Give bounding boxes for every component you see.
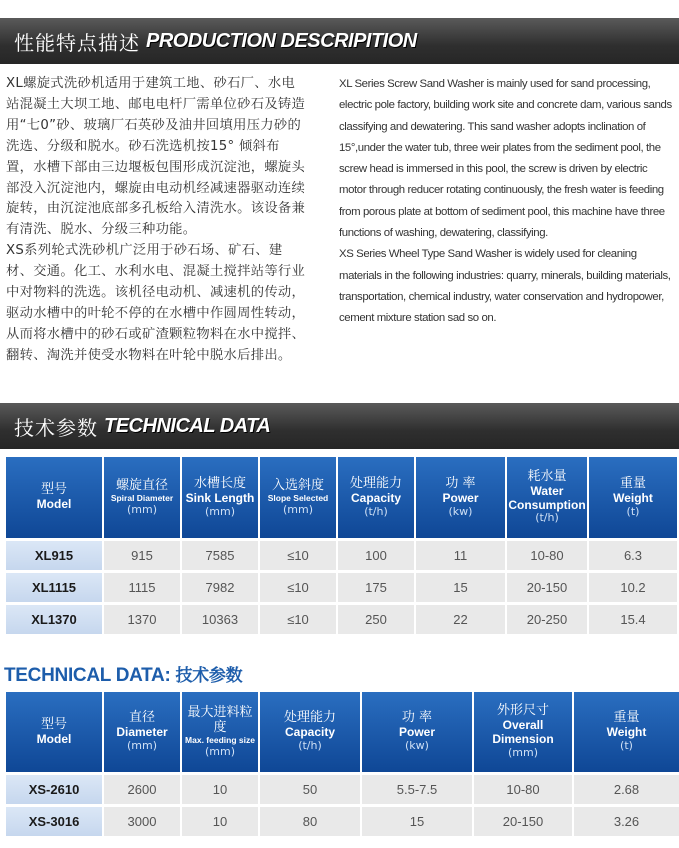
column-header-cn: 型号 — [40, 482, 67, 498]
column-header — [182, 692, 258, 772]
column-header-en: Capacity — [350, 490, 402, 505]
column-header-en: Spiral Diameter — [110, 492, 174, 503]
table-cell: 10-80 — [507, 541, 587, 570]
column-header-en: Water Consumption — [508, 483, 586, 512]
column-header-unit: (mm) — [126, 502, 157, 516]
column-header-en: Overall Dimension — [492, 718, 554, 747]
table-cell: 3000 — [104, 807, 180, 836]
table-cell: 7982 — [182, 573, 258, 602]
column-header — [574, 692, 679, 772]
column-header-en: Weight — [606, 725, 647, 740]
column-header-unit: (mm) — [204, 744, 235, 758]
column-header-unit: (kw) — [405, 739, 429, 753]
model-cell: XS-2610 — [6, 775, 102, 804]
column-header-en: Max. feeding size — [185, 734, 255, 745]
column-header-en: Sink Length — [185, 490, 255, 505]
column-header-en: Model — [36, 497, 72, 512]
table-cell: 1115 — [104, 573, 180, 602]
column-header-cn: 重量 — [613, 710, 640, 726]
column-header — [6, 457, 102, 538]
table-cell: 15 — [362, 807, 472, 836]
column-header-cn: 外形尺寸 — [496, 703, 549, 719]
description-en-paragraph: XL Series Screw Sand Washer is mainly used for sand processing, electric pole factory, building work site and concrete dam, various sands classifying and dewatering. This sand washer adopts inclination of 15°,under the water tub, three weir plates from the sediment pool, the screw head is immersed in this pool, the screw is driven by electric motor through reducer rotating continuously, the fresh water is feeding from porous plate at bottom of sediment pool, this machine have three functions of washing, dewatering, classifying. — [339, 78, 672, 240]
table-cell: 20-250 — [507, 605, 587, 634]
column-header — [260, 457, 336, 538]
table-cell: 10-80 — [474, 775, 572, 804]
technical-data-title — [4, 661, 242, 687]
column-header — [338, 457, 414, 538]
description-en-paragraph: XS Series Wheel Type Sand Washer is widely used for cleaning materials in the following industries: quarry, minerals, building materials, transportation, chemical industry, water conservation and hydropower, cement mixture station sad so on. — [339, 248, 671, 325]
section-title-cn: 技术参数 — [14, 415, 98, 440]
xs-spec-table — [4, 689, 679, 839]
column-header-unit: (mm) — [282, 502, 313, 516]
table-header-row — [6, 457, 677, 538]
table-cell: 15.4 — [589, 605, 677, 634]
table-cell: 10 — [182, 807, 258, 836]
table-cell: 175 — [338, 573, 414, 602]
column-header-en: Capacity — [284, 725, 336, 740]
section-header-description — [0, 18, 679, 64]
column-header — [260, 692, 360, 772]
table-row — [6, 807, 679, 836]
table-cell: 5.5-7.5 — [362, 775, 472, 804]
column-header — [589, 457, 677, 538]
section-header-technical — [0, 403, 679, 449]
description-english — [339, 74, 673, 330]
column-header-unit: (t) — [626, 504, 640, 518]
column-header-cn: 螺旋直径 — [115, 477, 168, 493]
column-header-unit: (mm) — [507, 745, 538, 759]
technical-data-title-cn: 技术参数 — [175, 666, 243, 686]
column-header — [104, 692, 180, 772]
column-header — [362, 692, 472, 772]
model-cell: XL915 — [6, 541, 102, 570]
table-cell: 50 — [260, 775, 360, 804]
column-header-cn: 最大进料粒度 — [187, 704, 253, 735]
table-row — [6, 605, 677, 634]
table-cell: 10363 — [182, 605, 258, 634]
column-header-en: Model — [36, 731, 72, 746]
column-header-unit: (mm) — [126, 739, 157, 753]
column-header-cn: 耗水量 — [527, 468, 567, 484]
table-cell: 915 — [104, 541, 180, 570]
column-header-en: Diameter — [116, 725, 168, 740]
table-cell: 20-150 — [474, 807, 572, 836]
column-header — [507, 457, 587, 538]
table-cell: 10.2 — [589, 573, 677, 602]
model-cell: XL1370 — [6, 605, 102, 634]
description-cn-paragraph: XS系列轮式洗砂机广泛用于砂石场、矿石、建材、交通。化工、水利水电、混凝土搅拌站等行业中对物料的洗选。该机径电动机、减速机的传动，驱动水槽中的叶轮不停的在水槽中作圆周性转动，从而将水槽中的砂石或矿渣颗粒物料在水中搅拌、翻转、淘洗并使受水物料在叶轮中脱水后排出。 — [6, 243, 306, 363]
table-cell: 100 — [338, 541, 414, 570]
column-header-cn: 重量 — [619, 475, 646, 491]
table-cell: 250 — [338, 605, 414, 634]
table-header-row — [6, 692, 679, 772]
column-header-cn: 处理能力 — [349, 475, 402, 491]
table-cell: 10 — [182, 775, 258, 804]
column-header-unit: (t/h) — [364, 504, 388, 518]
table-cell: 20-150 — [507, 573, 587, 602]
table-cell: 6.3 — [589, 541, 677, 570]
table-row — [6, 573, 677, 602]
description-cn-paragraph: XL螺旋式洗砂机适用于建筑工地、砂石厂、水电站混凝土大坝工地、邮电电杆厂需单位砂石及铸造用“七0”砂、玻璃厂石英砂及油井回填用压力砂的洗选、分级和脱水。砂石洗选机按15° 倾斜布置，水槽下部由三边堰板包围形成沉淀池，螺旋头部没入沉淀池内，螺旋由电动机经减速器驱动连续旋转，由沉淀池底部多孔板给入清洗水。该设备兼有清洗、脱水、分级三种功能。 — [6, 76, 306, 238]
column-header — [182, 457, 258, 538]
description-chinese — [6, 74, 306, 367]
column-header-unit: (t/h) — [298, 739, 322, 753]
column-header-en: Power — [398, 725, 435, 740]
column-header — [104, 457, 180, 538]
column-header-cn: 功 率 — [445, 475, 476, 491]
table-cell: ≤10 — [260, 541, 336, 570]
column-header — [474, 692, 572, 772]
section-title-en: PRODUCTION DESCRIPITION — [146, 29, 417, 52]
column-header-unit: (mm) — [204, 504, 235, 518]
column-header-unit: (t/h) — [535, 511, 559, 525]
model-cell: XL1115 — [6, 573, 102, 602]
column-header-cn: 功 率 — [401, 710, 433, 726]
table-cell: 1370 — [104, 605, 180, 634]
column-header-cn: 入选斜度 — [271, 477, 324, 493]
model-cell: XS-3016 — [6, 807, 102, 836]
table-row — [6, 541, 677, 570]
table-cell: 22 — [416, 605, 505, 634]
table-cell: 2.68 — [574, 775, 679, 804]
column-header-unit: (t) — [620, 739, 633, 753]
section-title-en: TECHNICAL DATA — [104, 414, 271, 437]
technical-data-title-en: TECHNICAL DATA: — [4, 665, 171, 686]
column-header-cn: 水槽长度 — [193, 475, 246, 491]
column-header-en: Weight — [613, 490, 653, 505]
column-header-cn: 直径 — [128, 710, 155, 726]
table-row — [6, 775, 679, 804]
column-header-cn: 处理能力 — [283, 710, 336, 726]
table-cell: 11 — [416, 541, 505, 570]
column-header-en: Slope Selected — [267, 492, 329, 503]
table-cell: 80 — [260, 807, 360, 836]
table-cell: 15 — [416, 573, 505, 602]
column-header — [416, 457, 505, 538]
table-cell: ≤10 — [260, 605, 336, 634]
column-header — [6, 692, 102, 772]
xl-spec-table — [4, 454, 679, 637]
column-header-unit: (kw) — [448, 504, 473, 518]
section-title-cn: 性能特点描述 — [14, 30, 140, 55]
table-cell: ≤10 — [260, 573, 336, 602]
table-cell: 7585 — [182, 541, 258, 570]
column-header-en: Power — [442, 490, 479, 505]
table-cell: 2600 — [104, 775, 180, 804]
column-header-cn: 型号 — [40, 716, 67, 732]
table-cell: 3.26 — [574, 807, 679, 836]
